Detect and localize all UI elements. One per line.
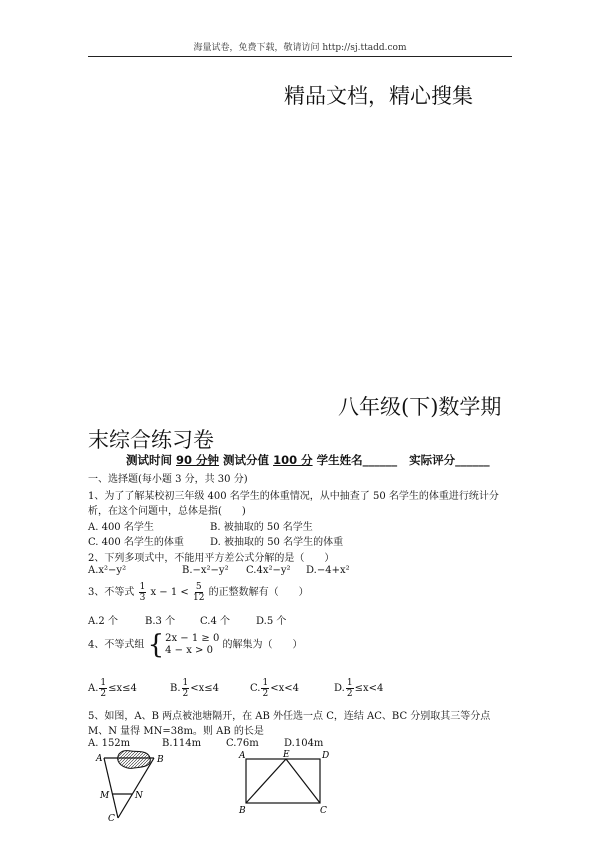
fig1-label-b: B — [157, 755, 164, 765]
pond-figure — [86, 750, 176, 822]
q3-option-c: C.4 个 — [200, 616, 231, 627]
q1-option-d: D. 被抽取的 50 名学生的体重 — [210, 537, 344, 548]
q3-fraction-one-third — [139, 582, 147, 603]
score-label: 测试分值 — [223, 453, 270, 467]
segment-be — [246, 759, 286, 803]
fig2-label-e: E — [283, 750, 290, 760]
q2-option-b: B.−x²−y² — [182, 565, 229, 576]
q1-option-b: B. 被抽取的 50 名学生 — [210, 522, 313, 533]
q4-a-rest: ≤x≤4 — [108, 683, 137, 694]
q3-f1-num: 1 — [139, 582, 146, 592]
fig2-label-d: D — [322, 751, 330, 761]
q4-c-half — [261, 678, 269, 699]
q4-a-half — [99, 678, 107, 699]
q2-option-c: C.4x²−y² — [246, 565, 291, 576]
q4-brace: { — [147, 630, 165, 660]
q3-suffix: 的正整数解有（ ） — [208, 587, 309, 598]
q1-option-a: A. 400 名学生 — [88, 522, 154, 533]
segment-ac — [104, 758, 118, 818]
q4-d-half — [346, 678, 354, 699]
fig2-label-c: C — [320, 806, 327, 816]
q3-prefix: 3、不等式 — [88, 587, 135, 598]
q4-option-c — [250, 678, 299, 699]
fig2-label-b: B — [239, 806, 246, 816]
q3-f2-den: 12 — [192, 593, 205, 603]
q2-option-a: A.x²−y² — [88, 565, 127, 576]
page-header: 海量试卷，免费下载，敬请访问 http://sj.ttadd.com — [193, 43, 407, 53]
name-field: 学生姓名______ — [316, 453, 398, 467]
q4-c-label: C. — [250, 683, 261, 694]
q5-option-a: A. 152m — [88, 738, 131, 749]
fig1-label-c: C — [108, 814, 115, 822]
q4-c-rest: <x<4 — [270, 683, 299, 694]
time-label: 测试时间 — [126, 453, 172, 467]
q3-f2-num: 5 — [195, 582, 202, 592]
q4-option-b — [170, 678, 219, 699]
q3-mid: x − 1 < — [150, 587, 189, 598]
q4-option-d — [334, 678, 383, 699]
q4-b-rest: <x≤4 — [190, 683, 220, 694]
q1-stem-line1: 1、为了了解某校初三年级 400 名学生的体重情况，从中抽查了 50 名学生的体重进行统计分 — [88, 491, 499, 502]
q4-row1: 2x − 1 ≥ 0 — [165, 633, 220, 644]
q5-option-b: B.114m — [162, 738, 202, 749]
q1-stem-line2: 析，在这个问题中，总体是指( ) — [88, 506, 246, 517]
q4-d-label: D. — [334, 683, 345, 694]
grade-field: 实际评分______ — [409, 453, 490, 467]
slogan: 精品文档，精心搜集 — [284, 84, 473, 108]
q3-f1-den: 3 — [139, 593, 146, 603]
q2-option-d: D.−4+x² — [306, 565, 350, 576]
title-line-1: 八年级(下)数学期 — [338, 395, 502, 419]
q3-fraction-five-twelfths — [193, 582, 204, 603]
q5-option-c: C.76m — [226, 738, 259, 749]
q5-stem-line1: 5、如图，A、B 两点被池塘隔开，在 AB 外任选一点 C，连结 AC、BC 分别取其三等分点 — [88, 711, 491, 722]
score-value: 100 分 — [273, 453, 313, 467]
q4-option-a — [88, 678, 137, 699]
fig1-label-n: N — [135, 791, 143, 801]
q3-option-a: A.2 个 — [88, 616, 118, 627]
q5-stem-line2: M、N 量得 MN=38m。则 AB 的长是 — [88, 726, 264, 737]
fig1-label-m: M — [100, 791, 110, 801]
q3-option-d: D.5 个 — [256, 616, 287, 627]
q4-c-den: 2 — [262, 689, 269, 699]
header-divider — [88, 56, 512, 57]
q2-stem: 2、下列多项式中，不能用平方差公式分解的是（ ） — [88, 553, 335, 564]
q4-b-half — [182, 678, 190, 699]
q4-a-label: A. — [88, 683, 99, 694]
q4-d-num: 1 — [346, 678, 353, 688]
q4-d-rest: ≤x<4 — [354, 683, 384, 694]
time-value: 90 分钟 — [176, 453, 220, 467]
rectangle-figure — [236, 750, 332, 816]
q4-prefix: 4、不等式组 — [88, 639, 145, 651]
q4-suffix: 的解集为（ ） — [222, 639, 303, 651]
pond-shape — [118, 751, 151, 769]
section-heading: 一、选择题(每小题 3 分，共 30 分) — [88, 474, 248, 485]
q4-b-label: B. — [170, 683, 181, 694]
q4-b-num: 1 — [182, 678, 189, 688]
q5-option-d: D.104m — [284, 738, 324, 749]
q4-row2: 4 − x > 0 — [165, 645, 213, 656]
q1-option-c: C. 400 名学生的体重 — [88, 537, 184, 548]
q4-a-den: 2 — [100, 689, 107, 699]
q4-b-den: 2 — [182, 689, 189, 699]
q4-c-num: 1 — [262, 678, 269, 688]
fig1-label-a: A — [96, 754, 103, 764]
q3-option-b: B.3 个 — [145, 616, 176, 627]
q4-inequality-system — [148, 632, 220, 658]
q4-stem — [88, 632, 303, 658]
fig2-label-a: A — [239, 751, 246, 761]
rectangle-abcd — [246, 759, 320, 803]
q4-a-num: 1 — [100, 678, 107, 688]
segment-ec — [286, 759, 320, 803]
q4-d-den: 2 — [346, 689, 353, 699]
q3-stem — [88, 582, 309, 603]
test-info — [126, 452, 490, 468]
title-line-2: 末综合练习卷 — [88, 428, 214, 452]
